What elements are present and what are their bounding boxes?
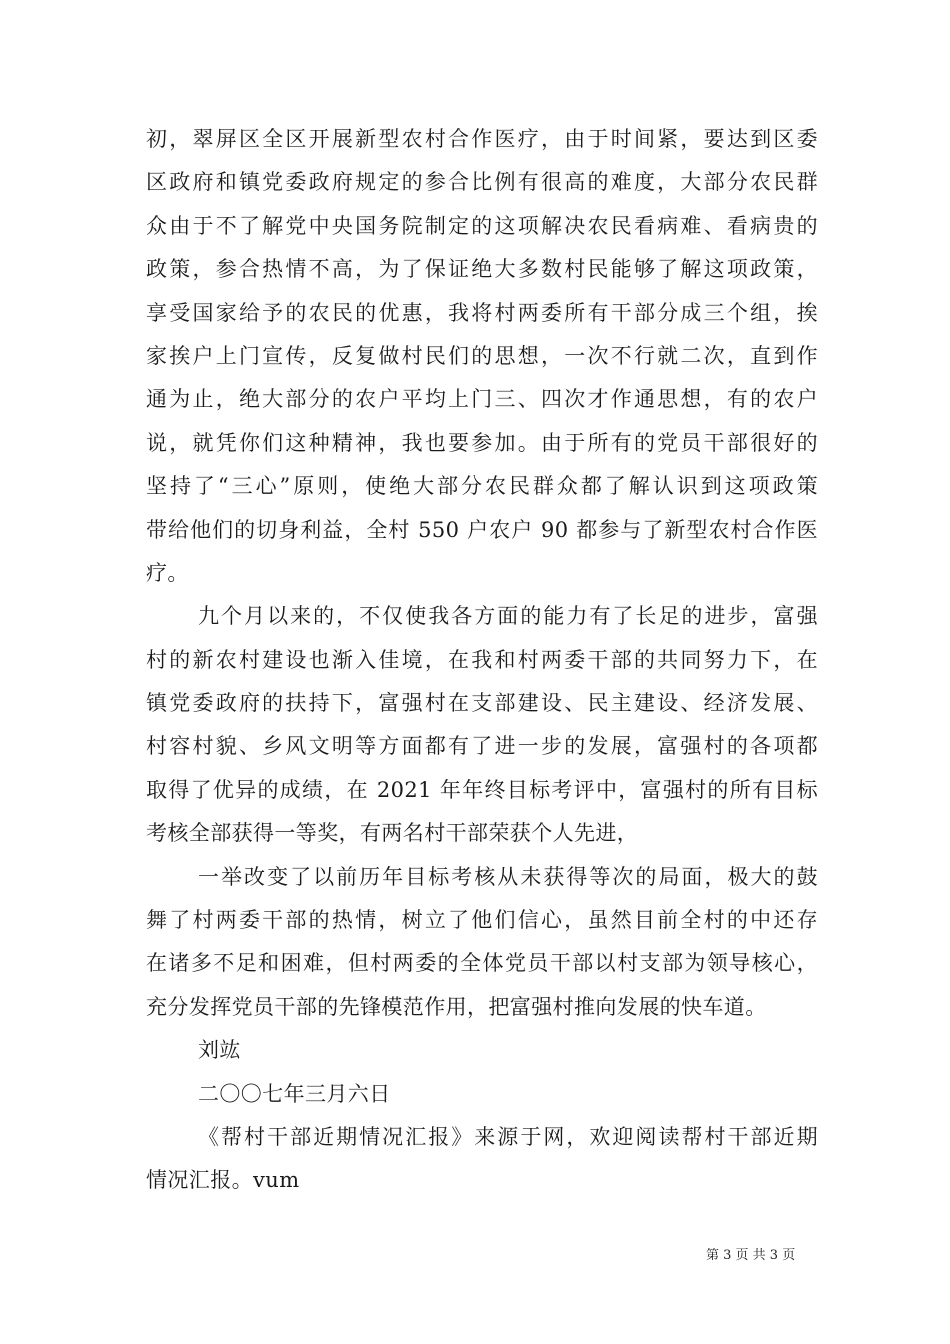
signature-date: 二〇〇七年三月六日 <box>198 1081 391 1106</box>
text-line: 九个月以来的，不仅使我各方面的能力有了长足的进步，富强 <box>198 604 818 629</box>
text-line: 一举改变了以前历年目标考核从未获得等次的局面，极大的鼓 <box>198 864 818 889</box>
signature-block <box>146 1029 818 1116</box>
text-line: 通为止，绝大部分的农户平均上门三、四次才作通思想，有的农户 <box>146 387 818 412</box>
paragraph-continuation <box>146 118 818 595</box>
text-line: 初，翠屏区全区开展新型农村合作医疗，由于时间紧，要达到区委 <box>146 127 818 151</box>
document-body <box>146 118 818 1203</box>
text-line: 充分发挥党员干部的先锋模范作用，把富强村推向发展的快车道。 <box>146 994 767 1019</box>
text-line: 家挨户上门宣传，反复做村民们的思想，一次不行就二次，直到作 <box>146 343 818 368</box>
text-line: 考核全部获得一等奖，有两名村干部荣获个人先进， <box>146 821 639 846</box>
text-line: 村容村貌、乡风文明等方面都有了进一步的发展，富强村的各项都 <box>146 734 818 759</box>
text-line: 村的新农村建设也渐入佳境，在我和村两委干部的共同努力下，在 <box>146 647 818 672</box>
page-number: 第 3 页 共 3 页 <box>706 1248 796 1263</box>
text-line: 政策，参合热情不高，为了保证绝大多数村民能够了解这项政策， <box>146 257 818 282</box>
paragraph-nine-months <box>146 595 818 855</box>
text-line: 情况汇报。vum <box>146 1168 300 1193</box>
text-line: 享受国家给予的农民的优惠，我将村两委所有干部分成三个组，挨 <box>146 300 818 325</box>
text-line: 众由于不了解党中央国务院制定的这项解决农民看病难、看病贵的 <box>146 213 818 238</box>
text-line: 疗。 <box>146 560 189 585</box>
text-line: 在诸多不足和困难，但村两委的全体党员干部以村支部为领导核心， <box>146 951 818 976</box>
signature-name: 刘竑 <box>198 1038 241 1063</box>
text-line: 舞了村两委干部的热情，树立了他们信心，虽然目前全村的中还存 <box>146 908 818 933</box>
source-note <box>146 1116 818 1203</box>
text-line: 《帮村干部近期情况汇报》来源于网，欢迎阅读帮村干部近期 <box>198 1124 818 1149</box>
paragraph-change <box>146 856 818 1030</box>
text-line: 取得了优异的成绩，在 2021 年年终目标考评中，富强村的所有目标 <box>146 777 818 802</box>
text-line: 区政府和镇党委政府规定的参合比例有很高的难度，大部分农民群 <box>146 170 818 195</box>
text-line: 带给他们的切身利益，全村 550 户农户 90 都参与了新型农村合作医 <box>146 517 818 542</box>
text-line: 坚持了“三心”原则，使绝大部分农民群众都了解认识到这项政策 <box>146 474 818 499</box>
text-line: 镇党委政府的扶持下，富强村在支部建设、民主建设、经济发展、 <box>146 691 818 716</box>
text-line: 说，就凭你们这种精神，我也要参加。由于所有的党员干部很好的 <box>146 430 818 455</box>
